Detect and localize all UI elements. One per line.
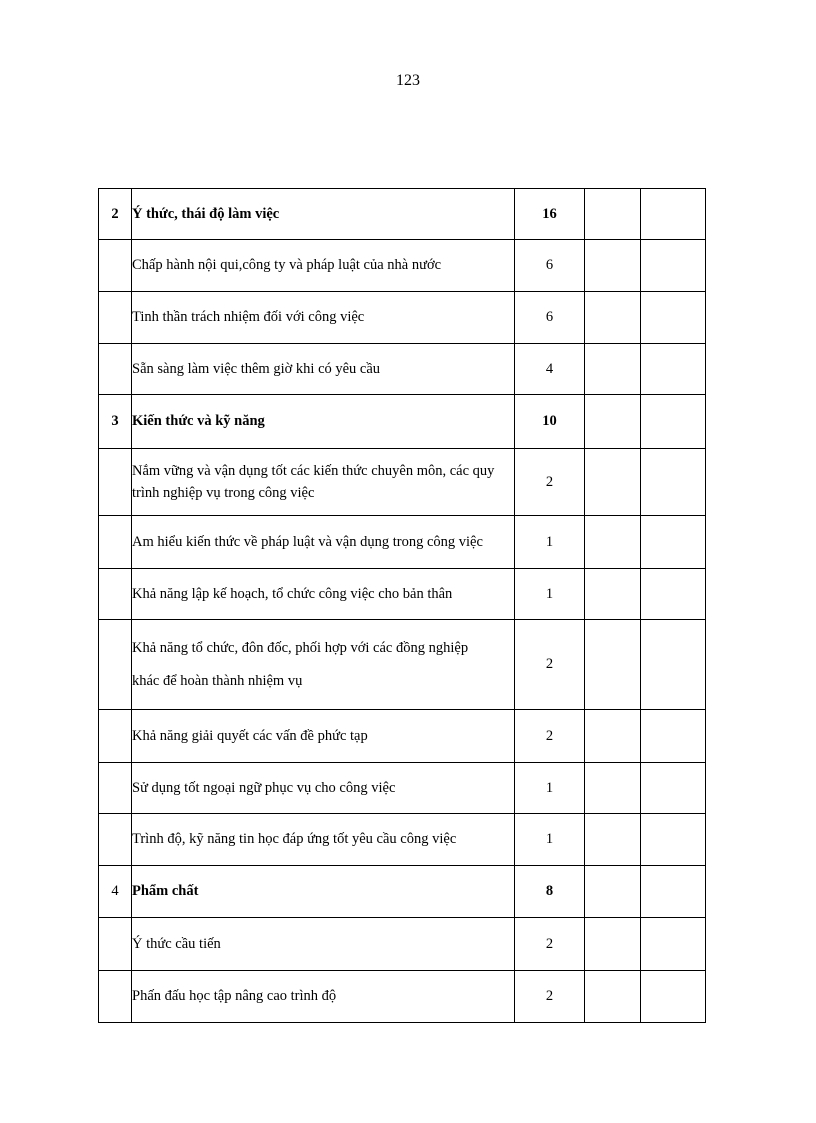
row-number [99,516,132,569]
table-row [99,866,706,918]
self-score-cell [585,189,641,240]
criterion-label: Khả năng giải quyết các vấn đề phức tạp [132,710,515,763]
self-score-cell [585,344,641,395]
criterion-label: Phấn đấu học tập nâng cao trình độ [132,971,515,1023]
table-row [99,814,706,866]
max-score: 1 [515,814,585,866]
table-row [99,240,706,292]
self-score-cell [585,710,641,763]
max-score: 1 [515,569,585,620]
evaluator-score-cell [641,763,706,814]
self-score-cell [585,240,641,292]
criterion-label: Nắm vững và vận dụng tốt các kiến thức chuyên môn, các quy trình nghiệp vụ trong công việc [132,449,515,516]
row-number [99,814,132,866]
evaluator-score-cell [641,620,706,710]
row-number [99,569,132,620]
max-score: 10 [515,395,585,449]
max-score: 2 [515,620,585,710]
criterion-label: Trình độ, kỹ năng tin học đáp ứng tốt yêu cầu công việc [132,814,515,866]
max-score: 8 [515,866,585,918]
self-score-cell [585,866,641,918]
criterion-label: Sử dụng tốt ngoại ngữ phục vụ cho công việc [132,763,515,814]
criterion-label: Sẵn sàng làm việc thêm giờ khi có yêu cầu [132,344,515,395]
evaluator-score-cell [641,971,706,1023]
table-row [99,620,706,710]
self-score-cell [585,620,641,710]
max-score: 2 [515,918,585,971]
max-score: 16 [515,189,585,240]
table-row [99,569,706,620]
criterion-label-line: Khả năng tổ chức, đôn đốc, phối hợp với các đồng nghiệp [132,640,469,657]
criterion-label: Tinh thần trách nhiệm đối với công việc [132,292,515,344]
evaluator-score-cell [641,814,706,866]
criterion-label: Phẩm chất [132,866,515,918]
evaluator-score-cell [641,710,706,763]
row-number: 4 [99,866,132,918]
self-score-cell [585,763,641,814]
evaluator-score-cell [641,395,706,449]
self-score-cell [585,516,641,569]
evaluation-table [98,188,706,1023]
max-score: 2 [515,971,585,1023]
evaluator-score-cell [641,569,706,620]
table-row [99,292,706,344]
max-score: 6 [515,240,585,292]
max-score: 2 [515,710,585,763]
self-score-cell [585,971,641,1023]
evaluator-score-cell [641,240,706,292]
evaluator-score-cell [641,918,706,971]
row-number: 3 [99,395,132,449]
table-row [99,344,706,395]
row-number [99,344,132,395]
row-number: 2 [99,189,132,240]
self-score-cell [585,292,641,344]
criterion-label-line: khác để hoàn thành nhiệm vụ [132,672,303,689]
max-score: 4 [515,344,585,395]
evaluator-score-cell [641,189,706,240]
row-number [99,918,132,971]
row-number [99,449,132,516]
table-row [99,189,706,240]
self-score-cell [585,918,641,971]
evaluator-score-cell [641,292,706,344]
row-number [99,240,132,292]
row-number [99,763,132,814]
max-score: 1 [515,763,585,814]
max-score: 6 [515,292,585,344]
criterion-label: Khả năng lập kế hoạch, tổ chức công việc cho bản thân [132,569,515,620]
criterion-label [132,620,515,710]
row-number [99,292,132,344]
criterion-label: Chấp hành nội qui,công ty và pháp luật của nhà nước [132,240,515,292]
row-number [99,620,132,710]
table-row [99,395,706,449]
max-score: 2 [515,449,585,516]
criterion-label: Kiến thức và kỹ năng [132,395,515,449]
table-row [99,918,706,971]
self-score-cell [585,814,641,866]
page-number: 123 [396,72,420,89]
table-row [99,971,706,1023]
evaluator-score-cell [641,449,706,516]
table-row [99,710,706,763]
self-score-cell [585,449,641,516]
self-score-cell [585,395,641,449]
evaluator-score-cell [641,344,706,395]
table-row [99,763,706,814]
criterion-label: Ý thức, thái độ làm việc [132,189,515,240]
row-number [99,710,132,763]
criterion-label: Am hiểu kiến thức về pháp luật và vận dụng trong công việc [132,516,515,569]
evaluator-score-cell [641,866,706,918]
row-number [99,971,132,1023]
evaluator-score-cell [641,516,706,569]
table-row [99,449,706,516]
max-score: 1 [515,516,585,569]
table-row [99,516,706,569]
criterion-label: Ý thức cầu tiến [132,918,515,971]
self-score-cell [585,569,641,620]
